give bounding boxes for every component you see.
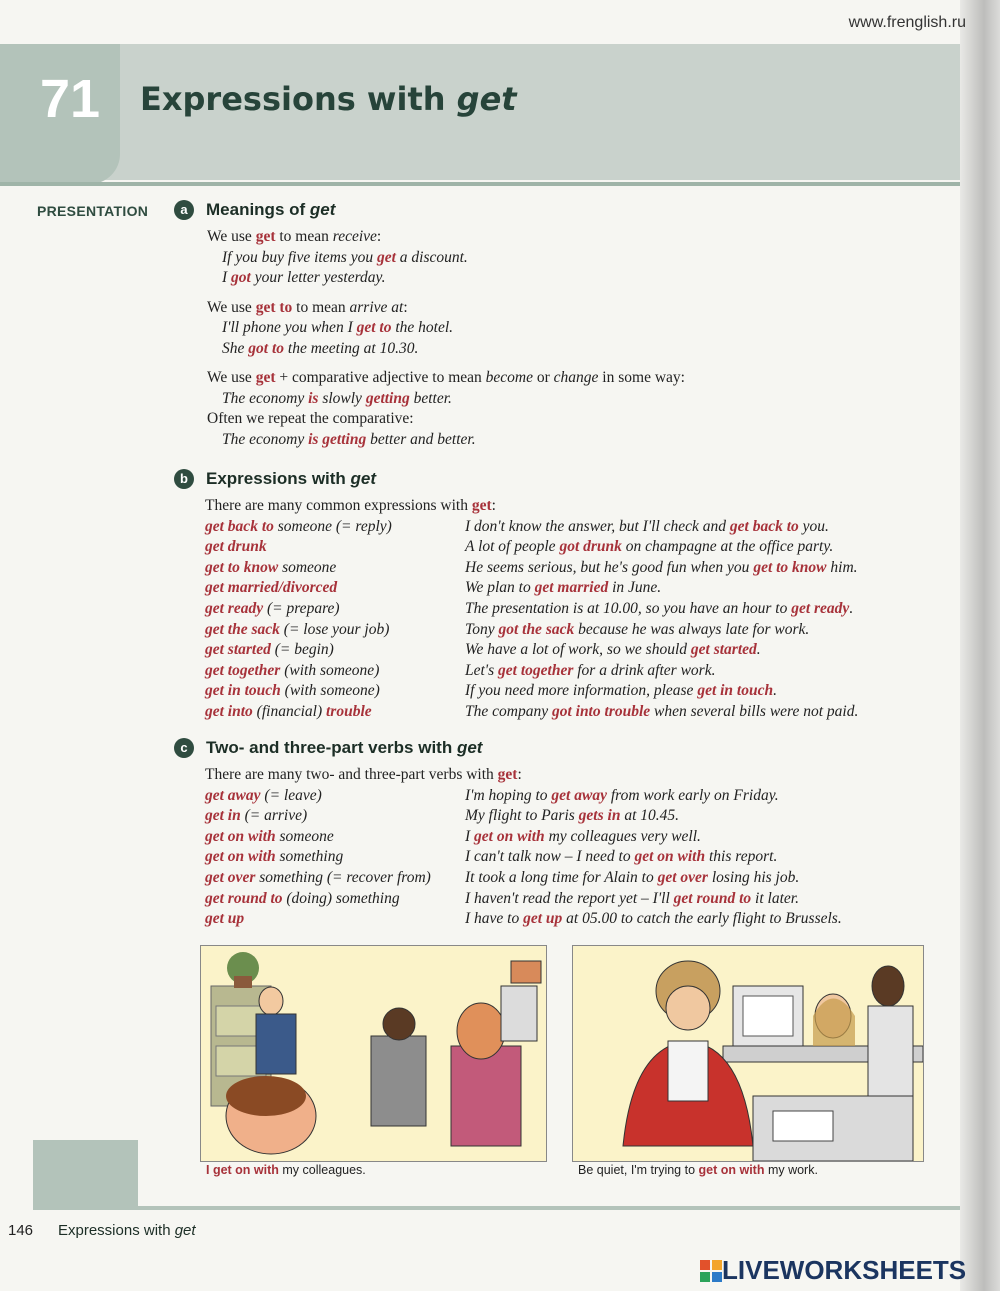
page-number: 146 xyxy=(8,1222,34,1239)
rule-line: We use get to mean receive: xyxy=(207,228,382,245)
table-row xyxy=(205,909,925,930)
table-row xyxy=(205,661,925,682)
table-row xyxy=(205,847,925,868)
section-label: PRESENTATION xyxy=(37,203,149,219)
expression-cell: get away (= leave) xyxy=(205,786,322,804)
expression-cell: get round to (doing) something xyxy=(205,889,400,907)
expression-cell: get into (financial) trouble xyxy=(205,702,372,720)
table-row xyxy=(205,578,925,599)
example-cell: I haven't read the report yet – I'll get round to it later. xyxy=(465,889,799,907)
example-sentence: She got to the meeting at 10.30. xyxy=(222,339,419,357)
example-cell: I have to get up at 05.00 to catch the early flight to Brussels. xyxy=(465,910,842,928)
section-c-table xyxy=(205,765,925,930)
office-illustration-right xyxy=(572,945,924,1162)
section-b-table xyxy=(205,496,925,723)
table-row xyxy=(205,702,925,723)
expression-cell: get in touch (with someone) xyxy=(205,682,380,700)
section-c-intro: There are many two- and three-part verbs with get: xyxy=(205,766,522,783)
example-cell: Let's get together for a drink after work. xyxy=(465,661,716,679)
site-url: www.frenglish.ru xyxy=(848,14,966,31)
section-a-body xyxy=(207,227,685,450)
section-b-heading: b Expressions with get xyxy=(174,469,376,489)
example-cell: A lot of people got drunk on champagne at the office party. xyxy=(465,538,834,556)
example-cell: I can't talk now – I need to get on with this report. xyxy=(465,848,778,866)
rule-line: Often we repeat the comparative: xyxy=(207,410,414,427)
example-cell: I don't know the answer, but I'll check and get back to you. xyxy=(465,517,829,535)
liveworksheets-icon xyxy=(700,1260,722,1282)
example-sentence: The economy is slowly getting better. xyxy=(222,389,452,407)
example-cell: We plan to get married in June. xyxy=(465,579,662,597)
caption-left: I get on with my colleagues. xyxy=(206,1163,366,1177)
table-row xyxy=(205,640,925,661)
example-cell: We have a lot of work, so we should get started. xyxy=(465,641,761,659)
office-illustration-left xyxy=(200,945,547,1162)
example-sentence: If you buy five items you get a discount. xyxy=(222,248,468,266)
expression-cell: get on with something xyxy=(205,848,344,866)
expression-cell: get ready (= prepare) xyxy=(205,599,340,617)
expression-cell: get back to someone (= reply) xyxy=(205,517,392,535)
example-cell: The company got into trouble when several bills were not paid. xyxy=(465,702,859,720)
expression-cell: get together (with someone) xyxy=(205,661,380,679)
rule-line: We use get to to mean arrive at: xyxy=(207,298,408,316)
expression-cell: get the sack (= lose your job) xyxy=(205,620,390,638)
unit-number: 71 xyxy=(40,69,101,129)
example-cell: He seems serious, but he's good fun when you get to know him. xyxy=(465,558,858,576)
footer-title: Expressions with get xyxy=(58,1222,196,1239)
expression-cell: get up xyxy=(205,910,245,928)
table-row xyxy=(205,537,925,558)
section-a-heading: a Meanings of get xyxy=(174,200,335,220)
table-row xyxy=(205,517,925,538)
section-a-badge: a xyxy=(174,200,194,220)
table-row xyxy=(205,599,925,620)
section-b-intro: There are many common expressions with get: xyxy=(205,497,496,514)
table-row xyxy=(205,786,925,807)
footer-rule xyxy=(33,1206,960,1210)
expression-cell: get married/divorced xyxy=(205,579,338,597)
example-cell: My flight to Paris gets in at 10.45. xyxy=(465,807,680,825)
expression-cell: get over something (= recover from) xyxy=(205,868,431,886)
header-rule xyxy=(0,182,960,186)
page-title: Expressions with get xyxy=(140,80,517,118)
angry-colleague-image xyxy=(573,946,923,1161)
footer-tab xyxy=(33,1140,138,1210)
example-cell: The presentation is at 10.00, so you have an hour to get ready. xyxy=(465,599,854,617)
table-row xyxy=(205,620,925,641)
table-row xyxy=(205,681,925,702)
section-c-badge: c xyxy=(174,738,194,758)
table-row xyxy=(205,827,925,848)
expression-cell: get on with someone xyxy=(205,827,334,845)
expression-cell: get drunk xyxy=(205,538,267,556)
section-c-heading: c Two- and three-part verbs with get xyxy=(174,738,482,758)
liveworksheets-logo[interactable]: LIVEWORKSHEETS xyxy=(700,1255,966,1286)
colleagues-laughing-image xyxy=(201,946,546,1161)
example-cell: It took a long time for Alain to get over losing his job. xyxy=(465,868,800,886)
table-row xyxy=(205,558,925,579)
caption-right: Be quiet, I'm trying to get on with my work. xyxy=(578,1163,818,1177)
table-row xyxy=(205,806,925,827)
example-cell: I get on with my colleagues very well. xyxy=(465,827,701,845)
example-cell: If you need more information, please get in touch. xyxy=(465,682,777,700)
section-b-badge: b xyxy=(174,469,194,489)
example-cell: I'm hoping to get away from work early on Friday. xyxy=(465,786,779,804)
example-sentence: I'll phone you when I get to the hotel. xyxy=(222,319,454,336)
expression-cell: get in (= arrive) xyxy=(205,807,308,825)
expression-cell: get to know someone xyxy=(205,558,337,576)
example-cell: Tony got the sack because he was always late for work. xyxy=(465,620,810,638)
rule-line: We use get + comparative adjective to mean become or change in some way: xyxy=(207,369,685,386)
expression-cell: get started (= begin) xyxy=(205,641,334,659)
book-spine-shadow xyxy=(960,0,1000,1291)
example-sentence: I got your letter yesterday. xyxy=(222,269,386,286)
example-sentence: The economy is getting better and better. xyxy=(222,430,476,448)
table-row xyxy=(205,889,925,910)
table-row xyxy=(205,868,925,889)
